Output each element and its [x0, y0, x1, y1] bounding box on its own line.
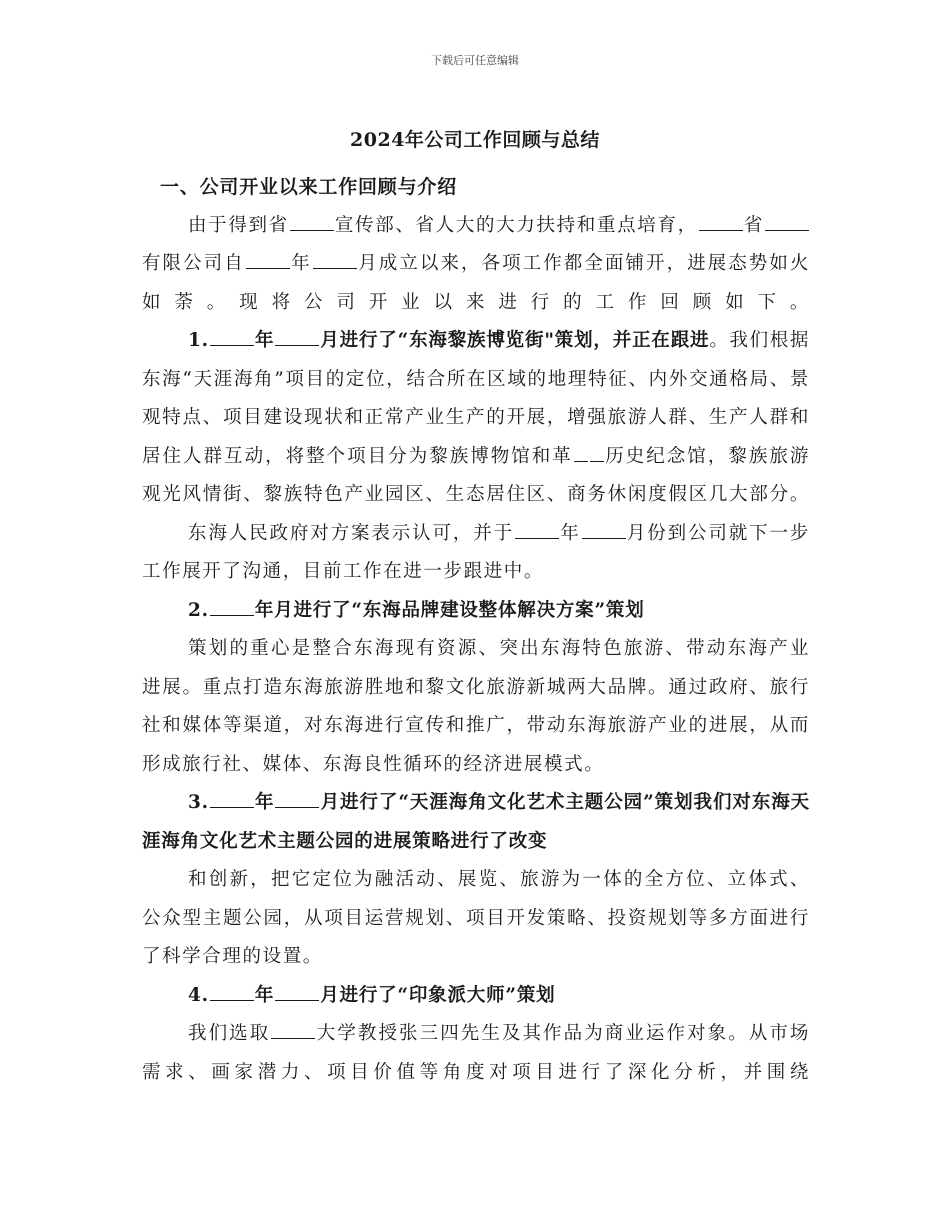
blank	[210, 984, 254, 1001]
blank	[515, 522, 559, 539]
item-2-heading: 2. 年月进行了“东海品牌建设整体解决方案”策划	[188, 599, 645, 621]
blank	[290, 214, 334, 231]
blank	[582, 522, 626, 539]
item-1-heading: 月进行了“东海黎族博览街"策划，并正在跟进	[320, 330, 710, 351]
blank	[210, 329, 254, 346]
blank	[246, 252, 290, 269]
blank	[210, 791, 254, 808]
blank	[765, 214, 809, 231]
blank	[590, 445, 604, 462]
blank	[313, 252, 357, 269]
document-title: 2024年公司工作回顾与总结	[350, 129, 600, 151]
section-heading-1: 一、公司开业以来工作回顾与介绍	[160, 176, 458, 198]
blank	[275, 984, 319, 1001]
blank	[574, 445, 588, 462]
item-2-body: 策划的重心是整合东海现有资源、突出东海特色旅游、带动东海产业进展。重点打造东海旅游胜地和黎文化旅游新城两大品牌。通过政府、旅行社和媒体等渠道，对东海进行宣传和推广，带动东海旅游产业的进展，从而形成旅行社、媒体、东海良性循环的经济进展模式。	[142, 638, 810, 775]
blank	[210, 599, 254, 616]
blank	[271, 1022, 315, 1039]
intro-paragraph: 由于得到省 宣传部、省人大的大力扶持和重点培育， 省有限公司自 年 月成立以来，各项工作都全面铺开，进展态势如火如荼。现将公司开业以来进行的工作回顾如下。	[142, 214, 810, 313]
page-header-note: 下载后可任意编辑	[431, 54, 519, 67]
item-3-body: 和创新，把它定位为融活动、展览、旅游为一体的全方位、立体式、公众型主题公园，从项目运营规划、项目开发策略、投资规划等多方面进行了科学合理的设置。	[142, 869, 810, 967]
document-body	[142, 168, 810, 1092]
item-4-body: 我们选取 大学教授张三四先生及其作品为商业运作对象。从市场需求、画家潜力、项目价值等角度对项目进行了深化分析，并围绕	[142, 1023, 811, 1083]
item-1-follow-paragraph: 东海人民政府对方案表示认可，并于 年 月份到公司就下一步工作展开了沟通，目前工作在进一步跟进中。	[142, 522, 810, 582]
item-1-paragraph: 1. 年 月进行了“东海黎族博览街"策划，并正在跟进。我们根据东海“天涯海角”项目的定位，结合所在区域的地理特征、内外交通格局、景观特点、项目建设现状和正常产业生产的开展，增强旅游人群、生产人群和居住人群互动，将整个项目分为黎族博物馆和革 历史纪念馆，黎族旅游观光风情街、黎族特色产业园区、生态居住区、商务休闲度假区几大部分。	[142, 330, 810, 505]
blank	[275, 791, 319, 808]
blank	[699, 214, 743, 231]
item-4-heading: 4. 年 月进行了“印象派大师”策划	[188, 984, 556, 1006]
item-3-heading: 3. 年 月进行了“天涯海角文化艺术主题公园”策划我们对东海天涯海角文化艺术主题公园的进展策略进行了改变	[142, 792, 810, 852]
blank	[275, 329, 319, 346]
